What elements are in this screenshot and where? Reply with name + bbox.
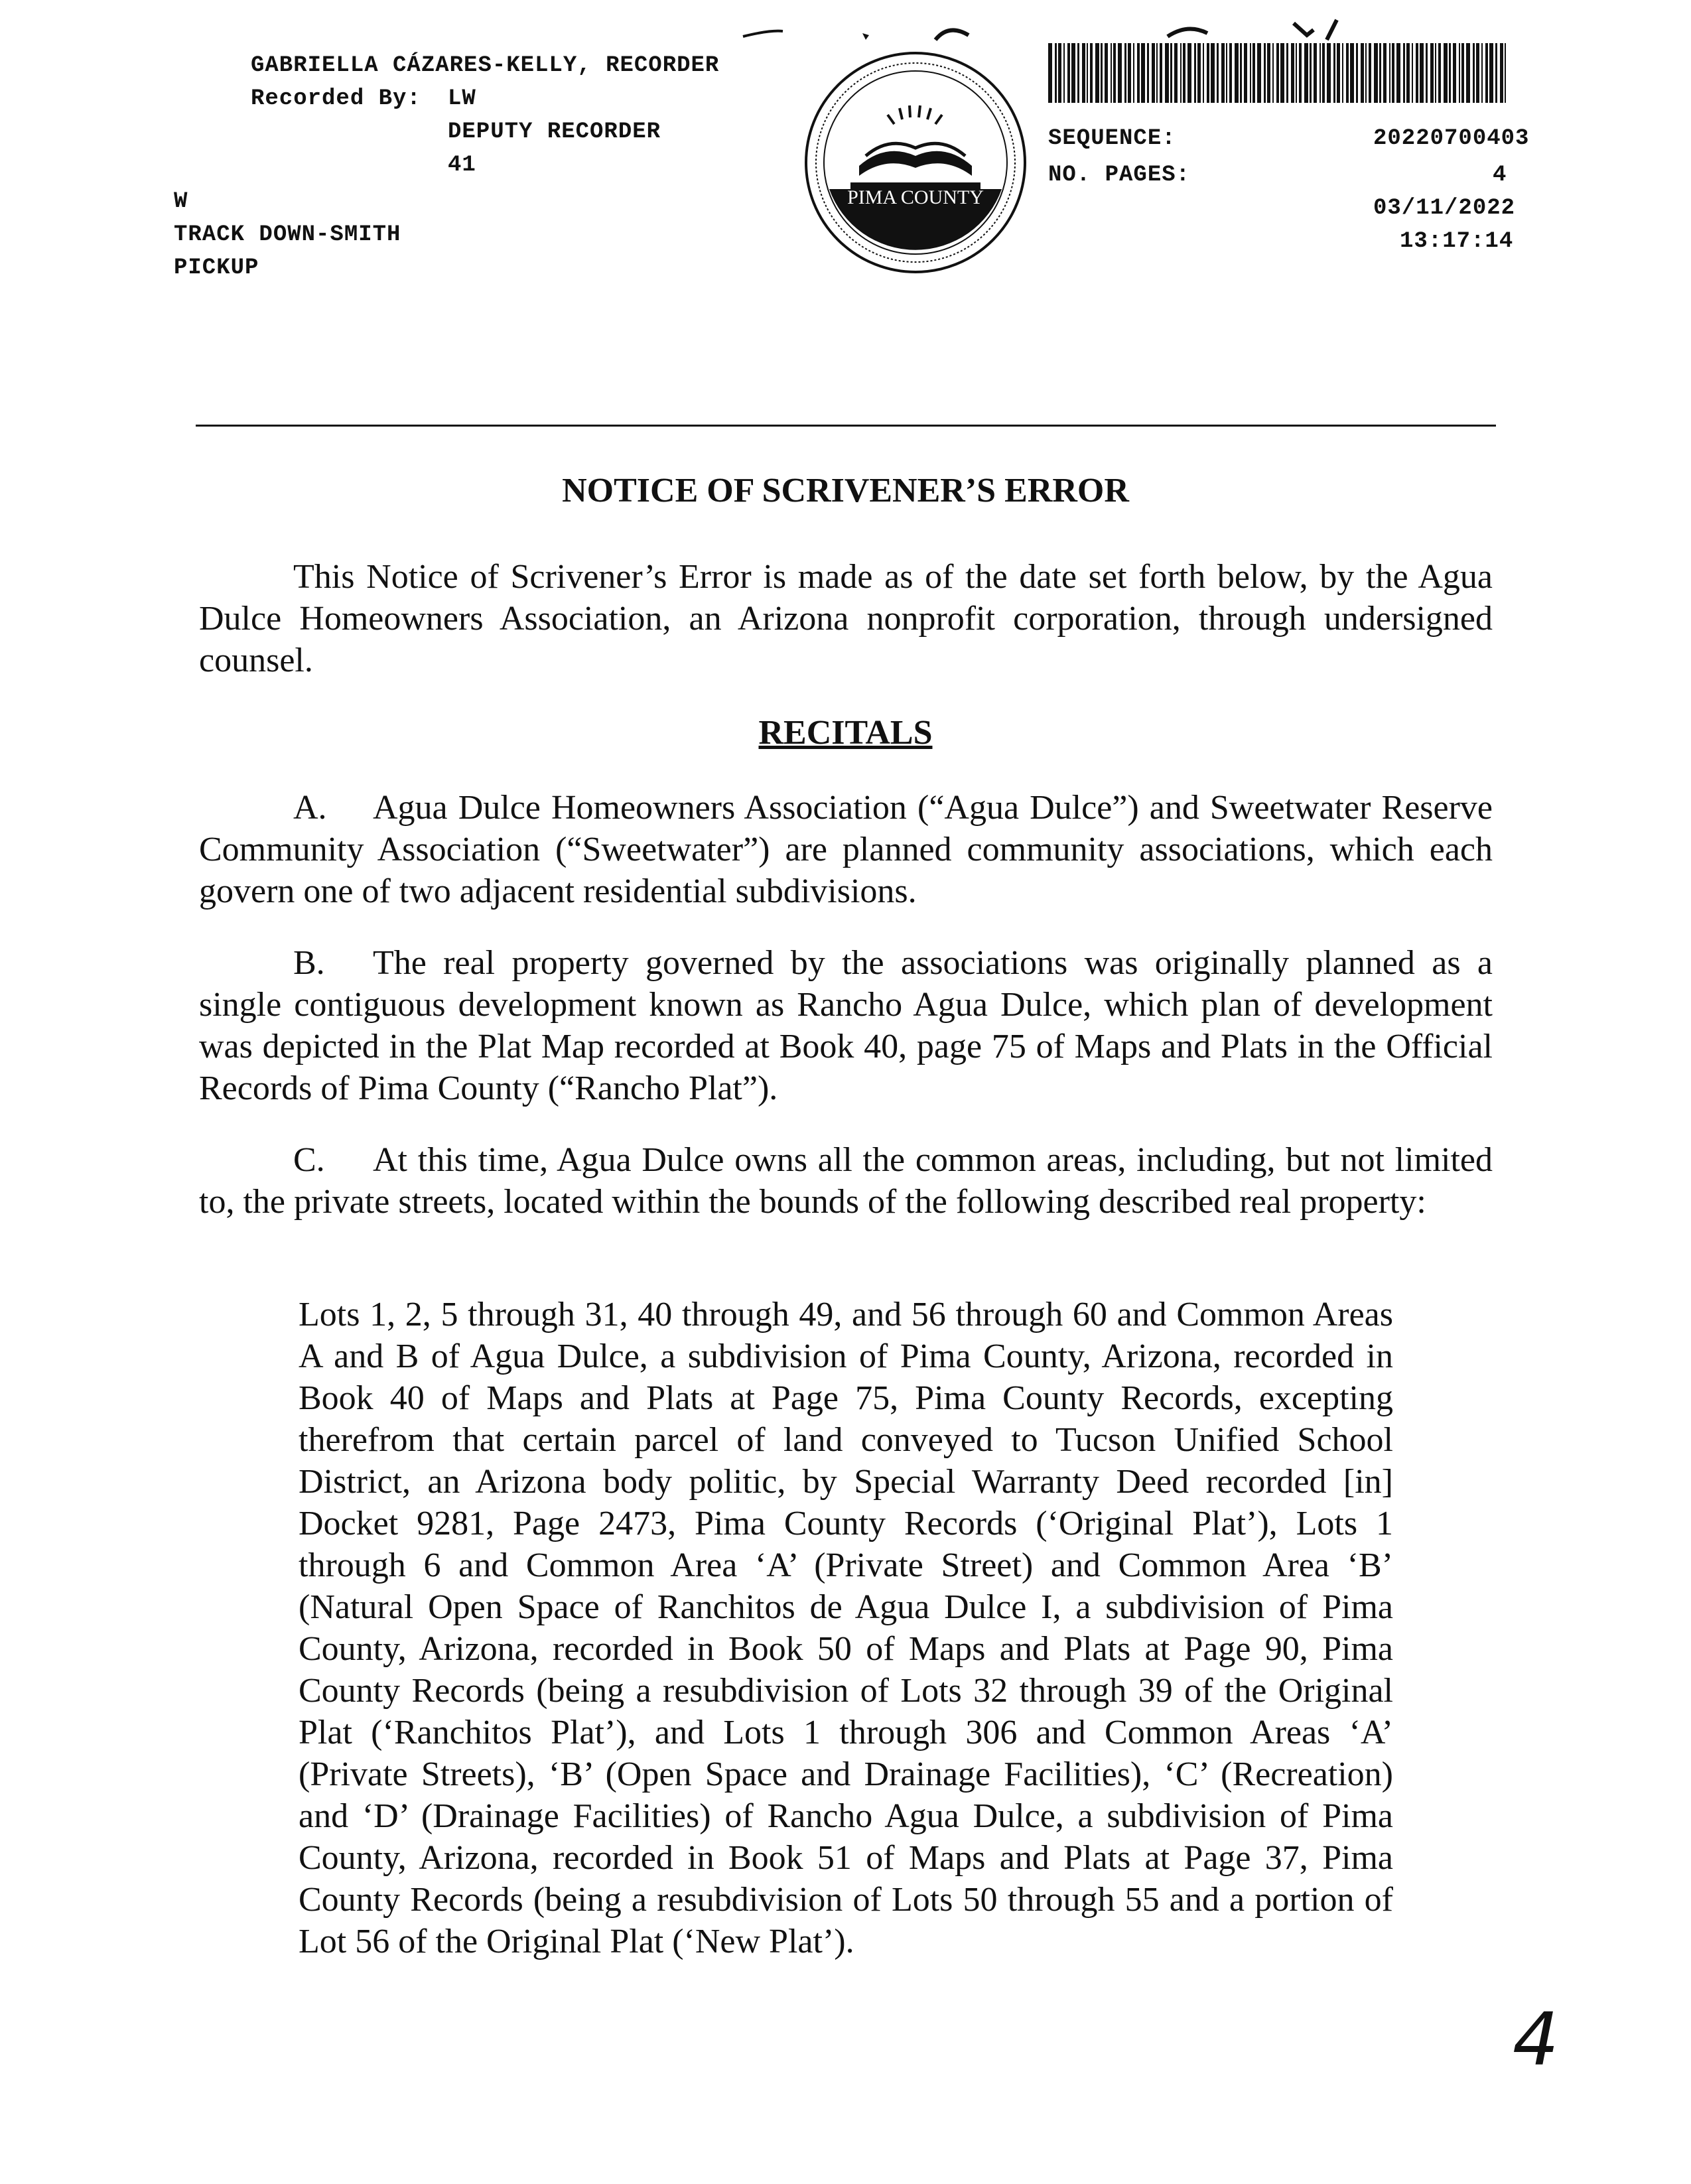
barcode-bar (1481, 43, 1483, 103)
recital-c (199, 1139, 1493, 1223)
barcode-bar (1485, 43, 1488, 103)
sequence-label: SEQUENCE: (1048, 126, 1176, 151)
barcode-bar (1226, 43, 1227, 103)
header-divider (196, 425, 1496, 427)
barcode-bar (1221, 43, 1225, 103)
barcode-bar (1337, 43, 1340, 103)
barcode-bar (1128, 43, 1131, 103)
barcode-bar (1291, 43, 1294, 103)
barcode-bar (1095, 43, 1099, 103)
barcode-bar (1077, 43, 1079, 103)
barcode-bar (1333, 43, 1335, 103)
barcode-bar (1063, 43, 1065, 103)
deputy-number: 41 (448, 153, 476, 178)
barcode-bar (1244, 43, 1247, 103)
barcode-bar (1071, 43, 1075, 103)
barcode-bar (1361, 43, 1364, 103)
barcode-bar (1426, 43, 1428, 103)
barcode-bar (1310, 43, 1312, 103)
barcode-bar (1165, 43, 1169, 103)
barcode-bar (1235, 43, 1239, 103)
barcode-bar (1346, 43, 1349, 103)
barcode-bar (1280, 43, 1284, 103)
barcode-bar (1067, 43, 1070, 103)
barcode-bar (1505, 43, 1506, 103)
barcode-bar (1105, 43, 1108, 103)
barcode-bar (1449, 43, 1451, 103)
barcode-bar (1250, 43, 1251, 103)
recital-c-text: At this time, Agua Dulce owns all the common areas, including, but not limited to, the private streets, located within the bounds of the following described real property: (199, 1141, 1493, 1221)
barcode-bar (1160, 43, 1162, 103)
barcode-bar (1058, 43, 1061, 103)
barcode-bar (1374, 43, 1378, 103)
barcode-bar (1272, 43, 1274, 103)
barcode-bar (1141, 43, 1145, 103)
legal-description: Lots 1, 2, 5 through 31, 40 through 49, and 56 through 60 and Common Areas A and B of Agua Dulce, a subdivision of Pima County, Arizona, recorded in Book 40 of Maps and Plats at Page 75, Pima County Records, excepting therefrom that certain parcel of land conveyed to Tucson Unified School District, an Arizona body politic, by Special Warranty Deed recorded [in] Docket 9281, Page 2473, Pima County Records (‘Original Plat’), Lots 1 through 6 and Common Area ‘A’ (Private Street) and Common Area ‘B’ (Natural Open Space of Ranchitos de Agua Dulce I, a subdivision of Pima County, Arizona, recorded in Book 50 of Maps and Plats at Page 90, Pima County Records (being a resubdivision of Lots 32 through 39 of the Original Plat (‘Ranchitos Plat’), and Lots 1 through 306 and Common Areas ‘A’ (Private Streets), ‘B’ (Open Space and Drainage Facilities), ‘C’ (Recreation) and ‘D’ (Drainage Facilities) of Rancho Agua Dulce, a subdivision of Pima County, Arizona, recorded in Book 51 of Maps and Plats at Page 37, Pima County Records (being a resubdivision of Lots 50 through 55 and a portion of Lot 56 of the Original Plat (‘New Plat’). (299, 1296, 1393, 1960)
barcode-bar (1137, 43, 1140, 103)
barcode-bar (1322, 43, 1325, 103)
barcode-bar (1101, 43, 1103, 103)
barcode-bar (1420, 43, 1424, 103)
barcode-bar (1406, 43, 1410, 103)
barcode-bar (1113, 43, 1116, 103)
barcode-bar (1252, 43, 1255, 103)
barcode-bar (1327, 43, 1331, 103)
recorded-by-label: Recorded By: (251, 86, 421, 111)
recital-c-letter: C. (293, 1141, 325, 1179)
recital-a-letter: A. (293, 789, 327, 827)
pages-label: NO. PAGES: (1048, 163, 1191, 188)
barcode-bar (1187, 43, 1191, 103)
barcode-bar (1453, 43, 1456, 103)
barcode-bar (1389, 43, 1390, 103)
barcode-bar (1299, 43, 1302, 103)
seal-label: PIMA COUNTY (847, 186, 984, 208)
barcode-bar (1461, 43, 1464, 103)
pages-value: 4 (1493, 163, 1507, 188)
barcode-bar (1170, 43, 1172, 103)
barcode-bar (1304, 43, 1308, 103)
barcode-bar (1147, 43, 1149, 103)
barcode-bar (1438, 43, 1441, 103)
barcode-bar (1229, 43, 1232, 103)
record-date: 03/11/2022 (1373, 196, 1516, 221)
barcode-bar (1319, 43, 1321, 103)
barcode-bar (1350, 43, 1354, 103)
barcode-bar (1207, 43, 1209, 103)
barcode-bar (1264, 43, 1266, 103)
record-time: 13:17:14 (1400, 229, 1514, 254)
barcode-bar (1156, 43, 1158, 103)
deputy-recorder: DEPUTY RECORDER (448, 119, 661, 145)
recital-b-text: The real property governed by the associations was originally planned as a single contiguous development known as Rancho Agua Dulce, which plan of development was depicted in the Plat Map recorded at Book 40, page 75 of Maps and Plats in the Official Records of Pima County (“Rancho Plat”). (199, 944, 1493, 1107)
barcode-bar (1082, 43, 1085, 103)
track-label: TRACK DOWN-SMITH (174, 222, 401, 247)
barcode-bar (1124, 43, 1126, 103)
barcode-bar (1055, 43, 1057, 103)
barcode-bar (1048, 43, 1052, 103)
document-title: NOTICE OF SCRIVENER’S ERROR (562, 472, 1129, 510)
pickup-label: PICKUP (174, 255, 259, 281)
barcode-bar (1396, 43, 1400, 103)
barcode-bar (1466, 43, 1470, 103)
recitals-heading: RECITALS (758, 714, 933, 752)
barcode-bar (1356, 43, 1358, 103)
barcode-bar (1111, 43, 1112, 103)
recorder-name: GABRIELLA CÁZARES-KELLY, RECORDER (251, 53, 720, 78)
barcode-bar (1296, 43, 1297, 103)
barcode-bar (1435, 43, 1436, 103)
barcode-bar (1392, 43, 1394, 103)
barcode-bar (1489, 43, 1493, 103)
barcode-bar (1240, 43, 1242, 103)
barcode-bar (1203, 43, 1204, 103)
barcode-bar (1379, 43, 1381, 103)
barcode-bar (1314, 43, 1317, 103)
barcode-bar (1257, 43, 1261, 103)
barcode-bar (1152, 43, 1155, 103)
barcode-bar (1087, 43, 1088, 103)
barcode-icon (1048, 43, 1506, 103)
barcode-bar (1276, 43, 1279, 103)
recorded-by-value: LW (448, 86, 476, 111)
barcode-bar (1495, 43, 1497, 103)
barcode-bar (1286, 43, 1288, 103)
barcode-bar (1369, 43, 1371, 103)
barcode-bar (1118, 43, 1122, 103)
recital-b-letter: B. (293, 944, 325, 982)
barcode-bar (1383, 43, 1387, 103)
barcode-bar (1403, 43, 1405, 103)
barcode-bar (1133, 43, 1134, 103)
recital-b (199, 942, 1493, 1109)
barcode-bar (1430, 43, 1434, 103)
handwritten-page-number: 4 (1513, 1997, 1559, 2082)
barcode-bar (1444, 43, 1448, 103)
barcode-bar (1174, 43, 1178, 103)
sequence-value: 20220700403 (1373, 126, 1530, 151)
intro-paragraph: This Notice of Scrivener’s Error is made as of the date set forth below, by the Agua Dulce Homeowners Association, an Arizona nonprofit corporation, through undersigned counsel. (199, 558, 1493, 679)
barcode-bar (1459, 43, 1460, 103)
barcode-bar (1211, 43, 1215, 103)
barcode-bar (1197, 43, 1201, 103)
barcode-bar (1217, 43, 1219, 103)
barcode-bar (1412, 43, 1413, 103)
barcode-bar (1416, 43, 1418, 103)
barcode-bar (1090, 43, 1093, 103)
barcode-bar (1183, 43, 1185, 103)
recital-a-text: Agua Dulce Homeowners Association (“Agua Dulce”) and Sweetwater Reserve Community Association (“Sweetwater”) are planned community associations, which each govern one of two adjacent residential subdivisions. (199, 789, 1493, 910)
recital-a (199, 787, 1493, 912)
barcode-bar (1500, 43, 1503, 103)
barcode-bar (1473, 43, 1475, 103)
barcode-bar (1476, 43, 1479, 103)
barcode-bar (1342, 43, 1343, 103)
pima-county-seal-icon (803, 50, 1028, 275)
code-w: W (174, 189, 188, 214)
barcode-bar (1180, 43, 1182, 103)
barcode-bar (1365, 43, 1367, 103)
barcode-bar (1194, 43, 1196, 103)
barcode-bar (1267, 43, 1270, 103)
